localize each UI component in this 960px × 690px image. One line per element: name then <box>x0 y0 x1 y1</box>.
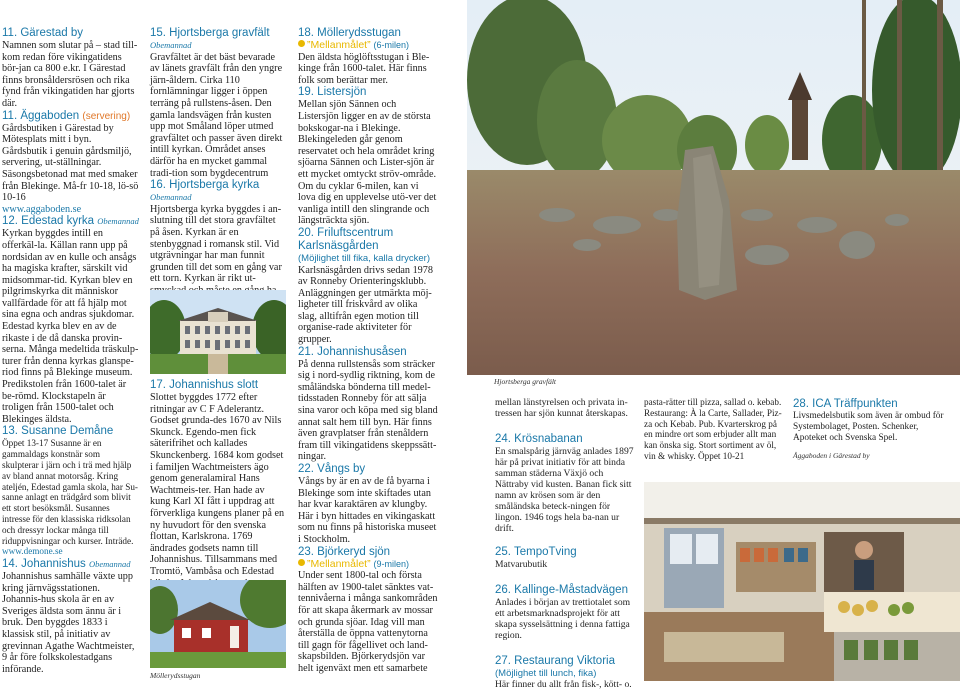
heading: 15. Hjortsberga gravfält <box>150 27 270 39</box>
section-johannishus-slott <box>150 379 287 612</box>
body-text: Öppet 13-17 Susanne är en gammaldags konstnär som skulpterar i järn och i trä med hjälp av bland annat motorsåg. Kring ateljén, Edestad gamla skola, har Su-sanne anlagt en trädgård som blivit ett stort besöksmål. Susannes intresse för den klassiska ridksolan och dressyr lockar många till riduppvisningar och kurser. Inträde. <box>2 438 138 546</box>
heading: 28. ICA Träffpunkten <box>793 398 898 410</box>
section-vangs-by <box>298 463 438 546</box>
column-4 <box>495 397 637 690</box>
heading: 11. Äggaboden <box>2 109 80 122</box>
heading: 11. Gärestad by <box>2 27 83 39</box>
section-kallinge-mastadvagen <box>495 584 637 641</box>
sub-heading: (Möjlighet till lunch, fika) <box>495 668 597 679</box>
column-2b <box>150 379 287 612</box>
body-text: Gårdsbutiken i Gärestad by Mötesplats mitt i byn. Gårdsbutik i genuin gårdsmiljö, servering, ut-ställningar. Säsongsbetonad mat med smaker från Blekinge. Må-fr 10-18, lö-sö 10-16 <box>2 122 139 204</box>
body-text: pasta-rätter till pizza, sallad o. kebab. Restaurang: À la Carte, Sallader, Piz-za och Kebab. Pub. Kvarterskrog på en mindre ort som erbjuder allt man kan önska sig. Stort sortiment av öl, vin & whisky. Öppet 10-21 <box>644 397 782 461</box>
heading-tag: Obemannad <box>88 558 131 569</box>
heading: 23. Björkeryd sjön <box>298 545 391 558</box>
heading-tag: (servering) <box>82 110 131 122</box>
body-text: Hjortsberga kyrka byggdes i an-slutning till det stora gravfältet på åsen. Kyrkan är en stenbyggnad i romansk stil. Vid utgrävningar har man funnit grunden till det som en gång var ett torn. Kyrkan är rikt ut- <box>150 203 282 285</box>
body-text: Mellan sjön Sännen och Listersjön ligger en av de största bokskogar-na i Blekinge. Blekingeleden går genom reservatet och hela området kring sjöarna Sännen och Lister-sjön är ett mycket omtyckt ströv-område. Om du cyklar 6-milen, kan vi lova dig en upplevelse utö-ver det vanliga intill den slingrande och längsträckta sjön. <box>298 99 437 227</box>
body-text: Matvarubutik <box>495 559 548 570</box>
demone-link[interactable]: www.demone.se <box>2 546 63 557</box>
distance-label: (9-milen) <box>373 558 410 569</box>
body-text: Slottet byggdes 1772 efter ritningar av C F Adelerantz. Godset grunda-des 1670 av Nils Skunck. Egendo-men fick säterifrihet och kallades Skunckenberg. 1684 kom godset i familjen Wachtmeisters ägo genom generalamiral Hans Wachtmeis-ter. Han hade av kung Karl XI fått i uppdrag att förverkliga kungens planer på en ny huvudort för den svenska flottan, Karlskrona. 1769 ändrades godsets namn till Johannishus. Tillsammans med Tromtö, Vambåsa och Edestad <box>150 392 285 577</box>
caption-mollerydsstugan: Möllerydsstugan <box>150 671 201 680</box>
column-3 <box>298 27 438 675</box>
section-johannishus <box>2 558 139 675</box>
body-text: En smalspårig järnväg anlades 1897 här på privat initiativ för att binda samman städerna Växjö och Nättraby vid kusten. Banan fick sitt namn av krösen som är den småländska beteck-ningen för lingon. 1946 togs hela ba-nan ur drift. <box>495 446 634 534</box>
section-krosnabanan <box>495 433 637 534</box>
mellanmalet-label: ”Mellanmålet” <box>307 39 371 51</box>
body-text: Namnen som slutar på – stad till-kom redan före vikingatidens bör-jan ca 800 e.kr. I Gärestad finns bronsåldersrösen och rika fynd från vikingatiden har gjorts där. <box>2 40 138 109</box>
section-johannishusasen <box>298 346 438 463</box>
section-hjortsberga-gravfalt <box>150 27 287 179</box>
body-text: Gravfältet är det bäst bevarade av länets gravfält från den yngre järn-åldern. Cirka 110 fornlämningar ligger i öppen terräng på rullstens-åsen. Den gamla landsvägen från kusten upp mot Småland löper utmed gravfältet och passer även direkt intill kyrkan. Området anses därför ha en mycket gammal tradi-tion som bygdecentrum <box>150 51 283 179</box>
body-text: Anlades i början av trettiotalet som ett arbetsmarknadsprojekt för att skapa sysselsättning i denna fattiga region. <box>495 597 631 641</box>
sub-heading: (Möjlighet till fika, kalla drycker) <box>298 252 430 264</box>
section-karlsnasgarden <box>298 227 438 346</box>
section-mollerydsstugan <box>298 27 438 86</box>
column-1 <box>2 27 139 675</box>
body-text: Den äldsta höglöftsstugan i Ble-kinge från 1600-talet. Här finns folk som berättar mer. <box>298 51 430 86</box>
heading: 22. Vångs by <box>298 463 366 475</box>
body-text: Kyrkan byggdes intill en offerkäl-la. Källan rann upp på nordsidan av en kulle och ansågs ha magiska krafter, särskilt vid midsommar-tid. Kyrkan blev en pilgrimskyrka dit människor vallfärdade för att få hjälp mot sina egna och andras sjukdomar. Edestad kyrka blev en av de rikaste i de då danska provin-serna. Många medeltida träskulp-turer från denna kyrkas glanspe-riod finns på Blekinge museum. Predikstolen från 1600-talet är be-römd. Klockstapeln är troligen från 1500-talet och Blekinges äldsta. <box>2 228 139 425</box>
aggaboden-interior-photo <box>644 482 960 681</box>
heading-tag: Obemannad <box>150 192 192 203</box>
caption-aggaboden: Äggaboden i Gärestad by <box>793 451 870 461</box>
body-text: Under sent 1800-tal och första hälften av 1900-talet sänktes vat-tennivåerna i många sankområden för att skapa åkermark av mossar och grunda sjöar. Idag vill man återställa de öppna vattenytorna till gagn för fågellivet och land-skapsbilden. Björkerydsjön var helt igenväxt men ett samarbete <box>298 570 438 674</box>
johannishus-slott-photo <box>150 290 286 374</box>
mollerydsstugan-photo <box>150 580 286 668</box>
heading: 27. Restaurang Viktoria <box>495 655 615 667</box>
caption-gravfalt: Hjortsberga gravfält <box>494 377 557 386</box>
heading: 13. Susanne Demåne <box>2 425 114 438</box>
section-listersjon <box>298 86 438 227</box>
section-susanne-demane <box>2 425 139 558</box>
heading: 21. Johannishusåsen <box>298 345 407 358</box>
hjortsberga-gravfalt-photo <box>467 0 960 375</box>
column-6 <box>793 398 953 462</box>
section-edestad-kyrka <box>2 215 139 425</box>
heading: 14. Johannishus <box>2 557 86 570</box>
column-5 <box>644 397 786 462</box>
heading: 17. Johannishus slott <box>150 379 259 391</box>
heading: 24. Krösnabanan <box>495 433 583 445</box>
heading-tag: Obemannad <box>150 40 192 50</box>
body-text: På denna rullstensås som sträcker sig i nord-sydlig riktning, kom de småländska bönderna till medel-tidsstaden Ronneby för att sälja sina varor och köpa med sig bland annat salt hem till byn. Här finns även gravplatser från stenåldern fram till vikingatidens skeppssätt-ningar. <box>298 358 438 463</box>
heading: 20. Friluftscentrum Karlsnäsgården <box>298 226 394 252</box>
heading: 16. Hjortsberga kyrka <box>150 179 260 192</box>
heading: 19. Listersjön <box>298 86 367 99</box>
body-text: mellan länstyrelsen och privata in-tressen har sjön kunnat återskapas. <box>495 397 628 419</box>
section-aggaboden <box>2 110 139 216</box>
aggaboden-link[interactable]: www.aggaboden.se <box>2 203 82 215</box>
section-restaurang-viktoria <box>495 655 637 690</box>
section-tempotving <box>495 546 637 570</box>
heading: 26. Kallinge-Måstadvägen <box>495 584 628 596</box>
body-text: Johannishus samhälle växte upp kring järnvägsstationen. Johannis-hus skola är en av Sveriges äldsta som ännu är i bruk. Den byggdes 1833 i klassisk stil, på initiativ av grevinnan Agathe Wachtmeister, 9 år före folkskolestadgans införande. <box>2 570 135 675</box>
body-text: Karlsnäsgården drivs sedan 1978 av Ronneby Orienteringsklubb. Anläggningen ger utmärkta möj-ligheter till friskvård av olika slag, alltifrån egen motion till organise-rade aktiviteter för grupper. <box>298 264 433 346</box>
section-hjortsberga-kyrka <box>150 179 287 308</box>
body-text: Vångs by är en av de få byarna i Blekinge som inte skiftades utan har kvar karaktären av klungby. Här i byn hittades en vikingaskatt som nu finns på historiska museet i Stockholm. <box>298 476 437 545</box>
section-bjorkerydsjon <box>298 546 438 675</box>
mellanmalet-label: ”Mellanmålet” <box>307 557 371 570</box>
star-marker-icon <box>298 559 305 566</box>
heading-tag: Obemannad <box>97 216 139 227</box>
body-text: Livsmedelsbutik som även är ombud för Systembolaget, Posten. Schenker, Apoteket och Svenska Spel. <box>793 411 944 443</box>
body-text: Här finner du allt från fisk-, kött- o. <box>495 679 632 690</box>
heading: 25. TempoTving <box>495 546 577 558</box>
column-2 <box>150 27 287 308</box>
section-continued <box>495 397 637 419</box>
distance-label: (6-milen) <box>373 40 410 50</box>
section-garestad-by <box>2 27 139 110</box>
heading: 12. Edestad kyrka <box>2 215 95 228</box>
heading: 18. Möllerydsstugan <box>298 27 401 39</box>
star-marker-icon <box>298 40 305 47</box>
